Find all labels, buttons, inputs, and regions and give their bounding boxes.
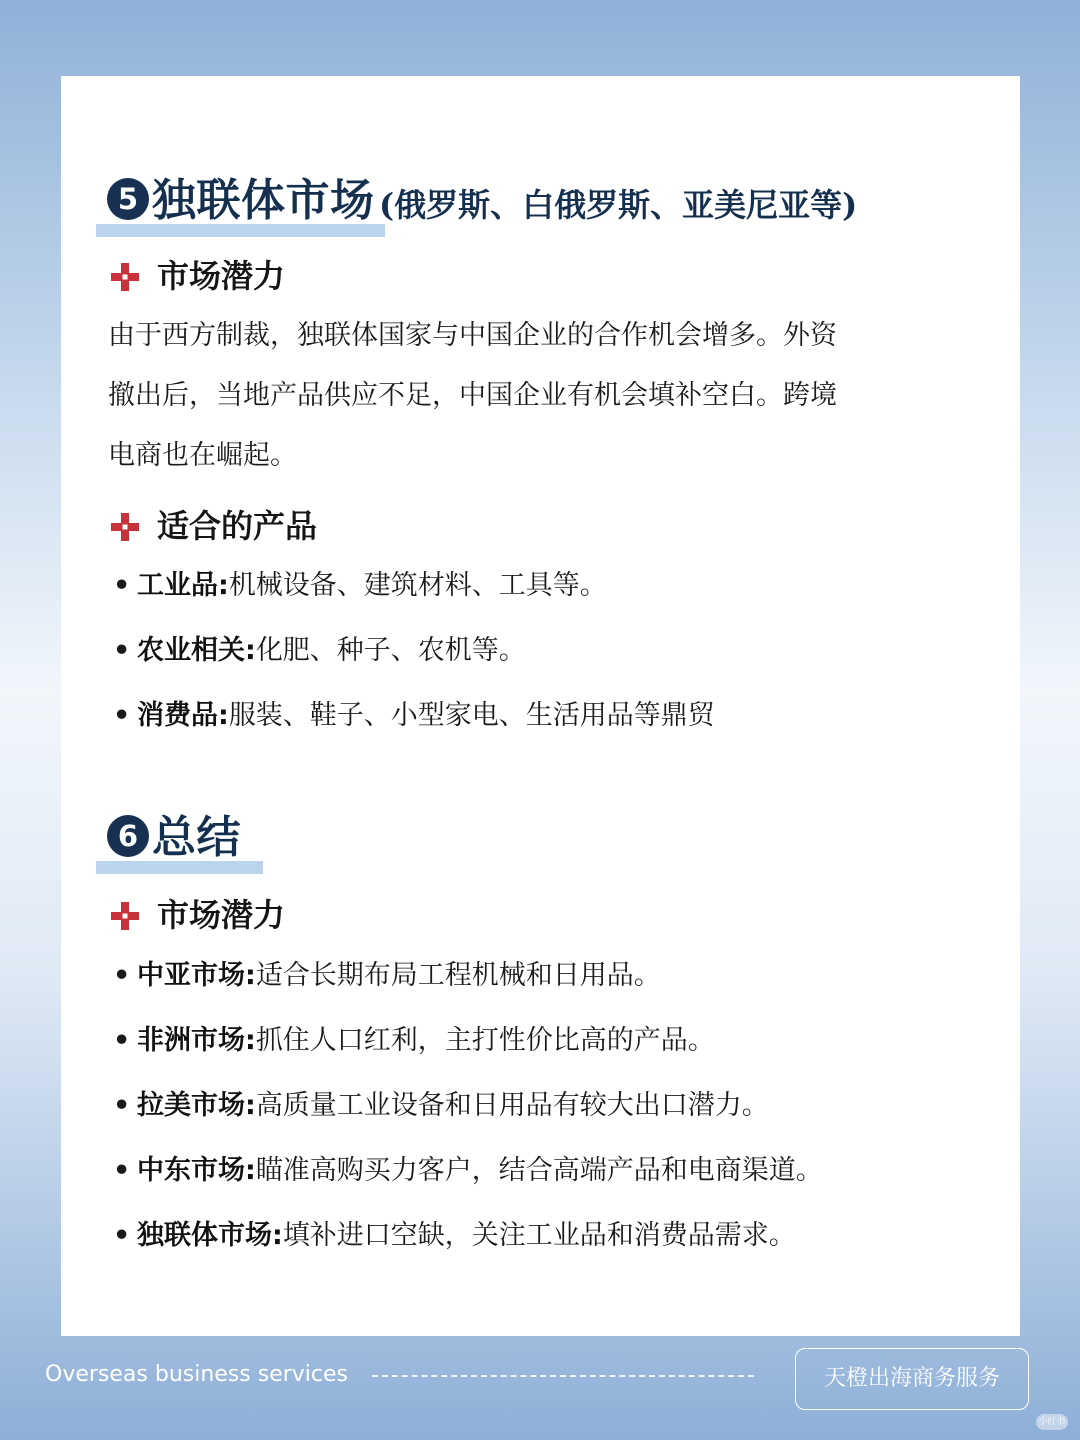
item-text: 服装、鞋子、小型家电、生活用品等鼎贸 xyxy=(228,700,715,731)
item-key: 消费品: xyxy=(137,700,229,731)
list-item xyxy=(113,1019,715,1063)
item-key: 农业相关: xyxy=(137,635,256,666)
list-item xyxy=(113,694,715,738)
list-item xyxy=(113,1214,796,1258)
cross-icon xyxy=(109,511,141,543)
bullet: • xyxy=(113,960,131,991)
cross-icon xyxy=(109,261,141,293)
bullet: • xyxy=(113,570,131,601)
list-item xyxy=(113,1084,769,1128)
item-key: 独联体市场: xyxy=(137,1220,283,1251)
content-card xyxy=(61,76,1020,1336)
bullet: • xyxy=(113,1025,131,1056)
section-6-title xyxy=(96,804,356,874)
item-text: 机械设备、建筑材料、工具等。 xyxy=(228,570,607,601)
item-text: 适合长期布局工程机械和日用品。 xyxy=(255,960,661,991)
paragraph-line: 电商也在崛起。 xyxy=(108,440,297,471)
cross-icon xyxy=(109,900,141,932)
item-key: 非洲市场: xyxy=(137,1025,256,1056)
item-key: 中亚市场: xyxy=(137,960,256,991)
item-text: 化肥、种子、农机等。 xyxy=(255,635,526,666)
item-key: 中东市场: xyxy=(137,1155,256,1186)
item-text: 填补进口空缺，关注工业品和消费品需求。 xyxy=(282,1220,796,1251)
item-key: 拉美市场: xyxy=(137,1090,256,1121)
watermark-logo: 小红书 xyxy=(1036,1414,1068,1430)
subheading-text: 市场潜力 xyxy=(157,257,286,295)
paragraph-line: 由于西方制裁，独联体国家与中国企业的合作机会增多。外资 xyxy=(108,320,837,351)
list-item xyxy=(113,564,607,608)
bullet: • xyxy=(113,1090,131,1121)
potential-paragraph xyxy=(108,306,938,486)
footer-divider xyxy=(372,1375,754,1377)
paragraph-line: 撤出后，当地产品供应不足，中国企业有机会填补空白。跨境 xyxy=(108,380,837,411)
section-subtitle: (俄罗斯、白俄罗斯、亚美尼亚等) xyxy=(379,186,858,224)
bullet: • xyxy=(113,1220,131,1251)
brand-button[interactable]: 天橙出海商务服务 xyxy=(795,1348,1029,1410)
subheading-text: 市场潜力 xyxy=(157,896,286,934)
section-number-badge: 5 xyxy=(107,178,149,220)
list-item xyxy=(113,1149,823,1193)
footer-tagline: Overseas business services xyxy=(45,1362,348,1387)
subheading-text: 适合的产品 xyxy=(157,507,318,545)
bullet: • xyxy=(113,700,131,731)
item-text: 高质量工业设备和日用品有较大出口潜力。 xyxy=(255,1090,769,1121)
section-title: 总结 xyxy=(152,812,241,863)
bullet: • xyxy=(113,1155,131,1186)
section-title: 独联体市场 xyxy=(152,175,375,226)
list-item xyxy=(113,954,661,998)
section-5-title xyxy=(96,167,956,237)
section-number-badge: 6 xyxy=(107,815,149,857)
item-key: 工业品: xyxy=(137,570,229,601)
item-text: 抓住人口红利，主打性价比高的产品。 xyxy=(255,1025,715,1056)
list-item xyxy=(113,629,526,673)
bullet: • xyxy=(113,635,131,666)
item-text: 瞄准高购买力客户，结合高端产品和电商渠道。 xyxy=(255,1155,823,1186)
